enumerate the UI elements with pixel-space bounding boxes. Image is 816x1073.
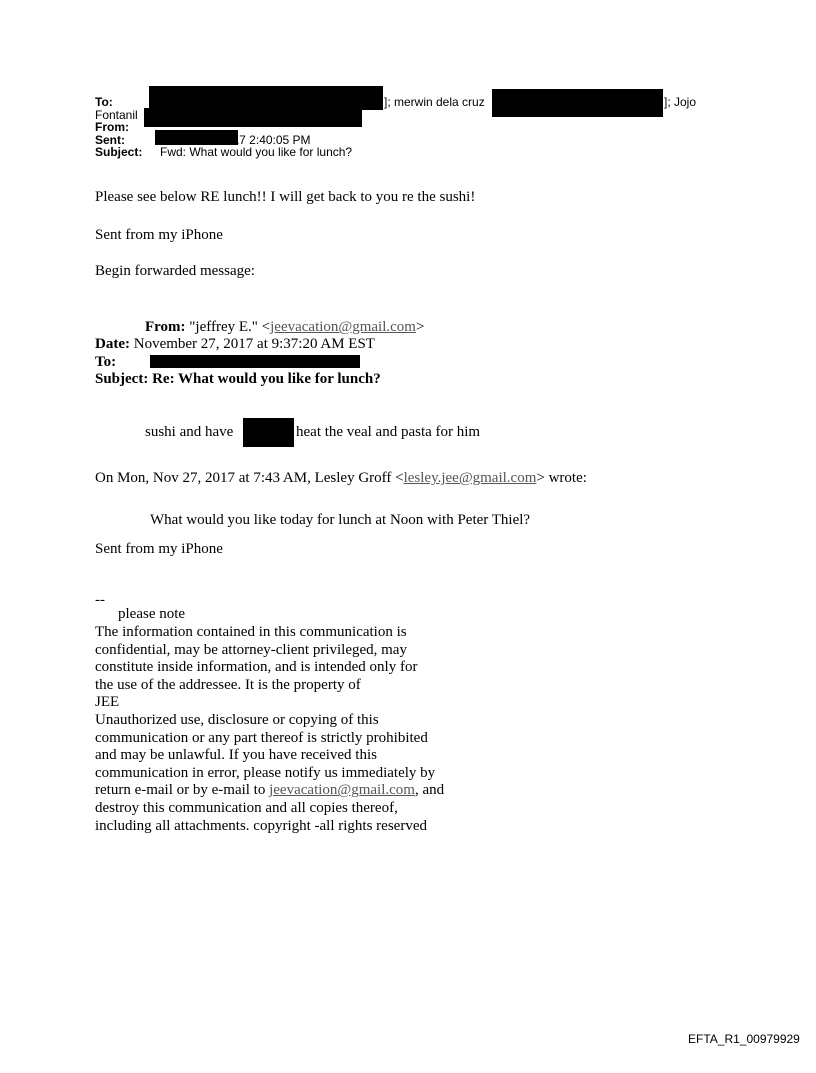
to-recipient-3: ]; Jojo — [664, 95, 697, 109]
please-note: please note — [118, 606, 186, 622]
quote-header: On Mon, Nov 27, 2017 at 7:43 AM, Lesley Groff <lesley.jee@gmail.com> wrote: — [95, 470, 587, 486]
disclaimer: The information contained in this communication is confidential, may be attorney-client privileged, may constitute inside information, and is intended only for the use of the addressee. It is the property of JEE Unauthorized use, disclosure or copying of this communication or any part thereof is strictly prohibited and may be unlawful. If you have received this communication in error, please notify us immediately by return e-mail or by e-mail to jeevacation@gmail.com, and destroy this communication and all copies thereof, including all attachments. copyright -all rights reserved — [95, 624, 445, 834]
email-link[interactable]: jeevacation@gmail.com — [269, 782, 415, 799]
quoted-text: What would you like today for lunch at Noon with Peter Thiel? — [150, 512, 531, 528]
from-label: From: — [95, 120, 129, 134]
redaction — [150, 355, 360, 368]
subject-value: Fwd: What would you like for lunch? — [160, 145, 353, 159]
reply-text-a: sushi and have — [145, 424, 234, 440]
fwd-subject: Subject: Re: What would you like for lunch? — [95, 371, 381, 387]
fwd-date: Date: November 27, 2017 at 9:37:20 AM EST — [95, 336, 375, 352]
to-recipient-2: ]; merwin dela cruz — [384, 95, 485, 109]
to-label: To: — [95, 95, 113, 109]
email-link[interactable]: lesley.jee@gmail.com — [403, 470, 537, 486]
fwd-to-label: To: — [95, 354, 117, 370]
redaction — [492, 89, 663, 117]
fwd-from: From: "jeffrey E." <jeevacation@gmail.com> — [145, 319, 425, 335]
forward-notice: Begin forwarded message: — [95, 263, 255, 279]
redaction — [149, 86, 383, 110]
signature: Sent from my iPhone — [95, 541, 223, 557]
redaction — [243, 418, 294, 447]
bates-number: EFTA_R1_00979929 — [688, 1032, 800, 1046]
subject-label: Subject: — [95, 145, 143, 159]
body-text: Please see below RE lunch!! I will get back to you re the sushi! — [95, 189, 476, 205]
redaction — [144, 108, 362, 127]
sig-dash: -- — [95, 592, 105, 608]
sent-value: Mon 11/27/2017 2:40:05 PM — [160, 133, 311, 147]
sent-label: Sent: — [95, 133, 125, 147]
email-link[interactable]: jeevacation@gmail.com — [270, 319, 416, 335]
reply-text-b: heat the veal and pasta for him — [296, 424, 481, 440]
signature: Sent from my iPhone — [95, 227, 223, 243]
to-recipient-3-cont: Fontanil — [95, 108, 138, 122]
